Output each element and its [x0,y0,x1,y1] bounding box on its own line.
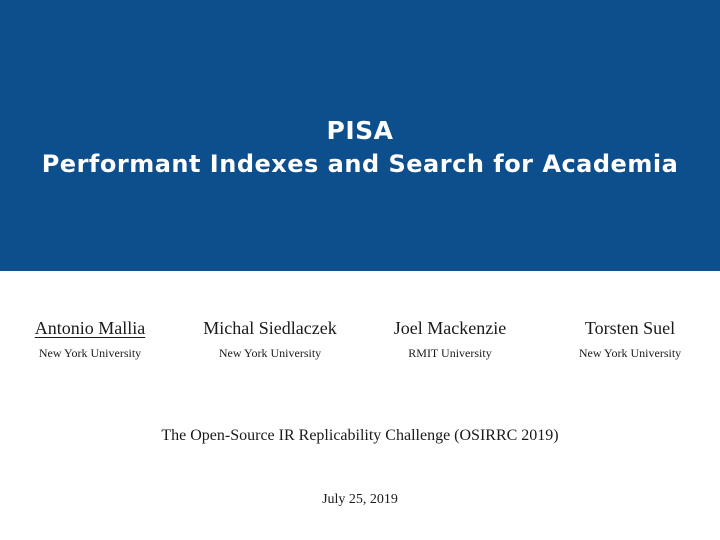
author-name: Torsten Suel [584,318,676,338]
author-affiliation: New York University [578,345,682,360]
author-name: Michal Siedlaczek [203,318,337,338]
author-entry [0,318,180,361]
author-entry [540,318,720,361]
author-affiliation: RMIT University [408,345,492,360]
author-list [0,318,720,361]
presentation-date: July 25, 2019 [322,492,398,507]
author-name: Joel Mackenzie [393,318,507,338]
author-affiliation: New York University [38,345,142,360]
author-affiliation: New York University [218,345,322,360]
slide-title: PISA [326,116,394,146]
author-name: Antonio Mallia [34,318,146,338]
slide-subtitle: Performant Indexes and Search for Academia [41,150,679,179]
event-name: The Open-Source IR Replicability Challenge (OSIRRC 2019) [161,427,559,444]
author-entry [360,318,540,361]
author-entry [180,318,360,361]
